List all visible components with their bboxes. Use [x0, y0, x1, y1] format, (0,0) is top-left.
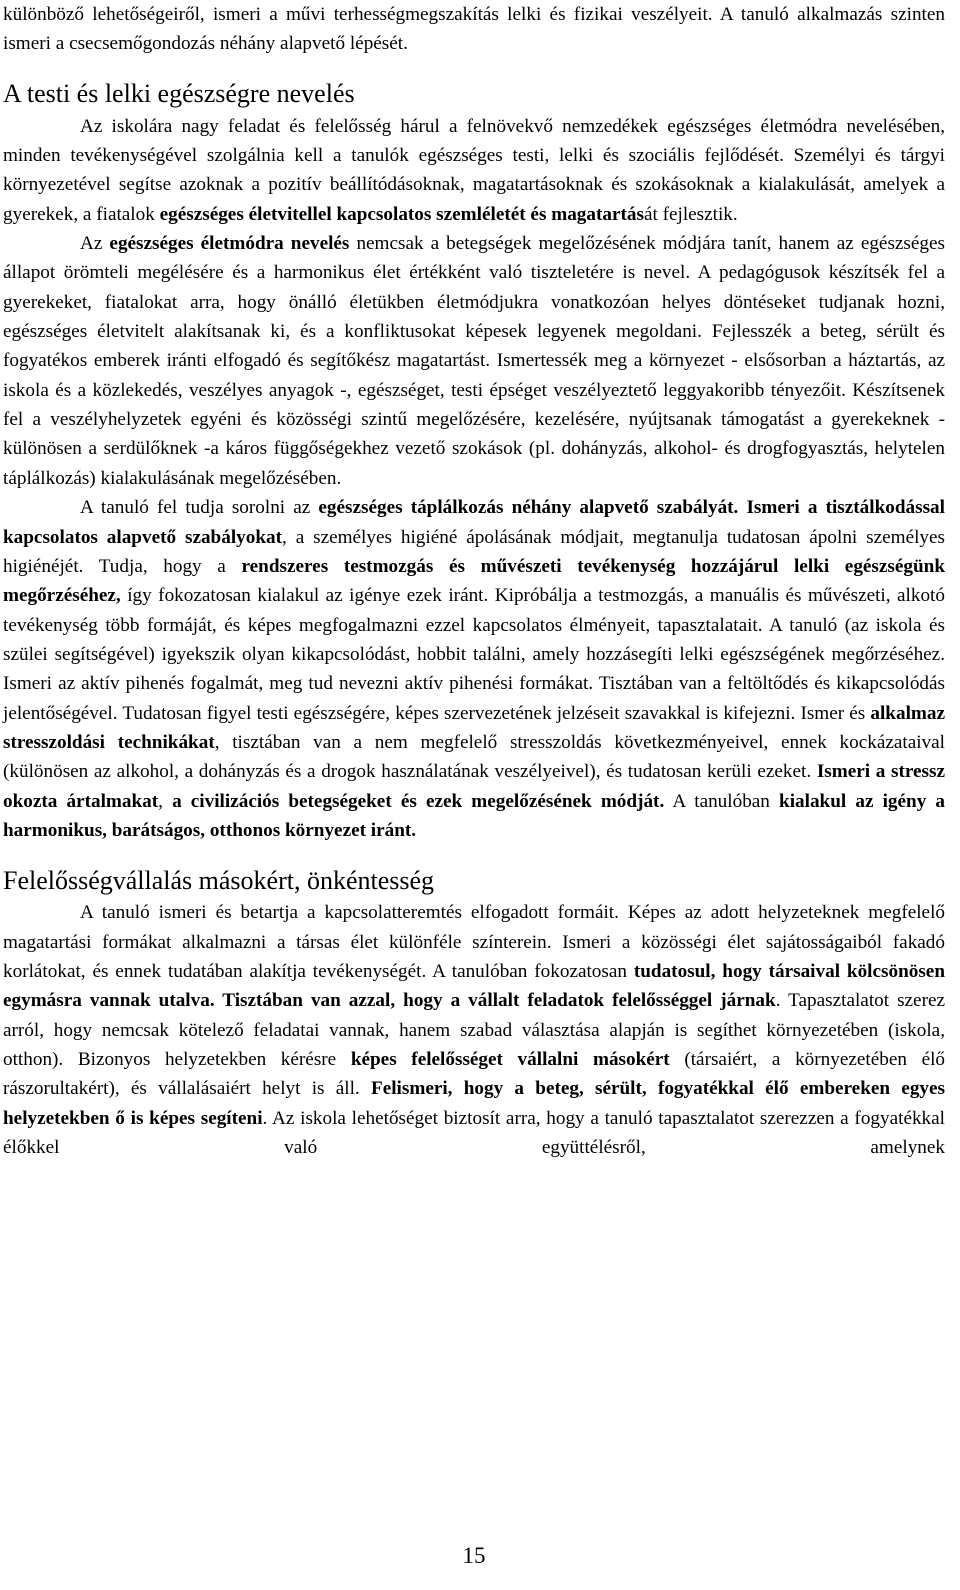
paragraph-school-responsibility — [3, 112, 945, 229]
text-run: így fokozatosan kialakul az igénye ezek iránt. Kipróbálja a testmozgás, a manuális és művészeti, alkotó tevékenység több formáját, és képes megfogalmazni ezzel kapcsolatos élményeit, tapasztalatait. A tanuló (az iskola és szülei segítségével) igyekszik olyan kikapcsolódást, hobbit találni, amely hozzásegíti lelki egészségének megőrzéséhez. Ismeri az aktív pihenés fogalmát, meg tud nevezni aktív pihenési formákat. Tisztában van a feltöltődés és kikapcsolódás jelentőségével. Tudatosan figyel testi egészségére, képes szervezetének jelzéseit szavakkal is kifejezni. Ismer és — [3, 585, 945, 724]
bold-run: egészséges életmódra nevelés — [109, 233, 350, 255]
text-run: Az iskolára nagy feladat és felelősség hárul a felnövekvő nemzedékek egészséges életmódra nevelésében, minden tevékenységével szolgálnia kell a tanulók egészséges testi, lelki és szociális fejlődését. Személyi és tárgyi környezetével segítse azoknak a pozitív beállítódásoknak, magatartásoknak és szokásoknak a kialakulását, amelyek a gyerekek, a fiatalok — [3, 115, 945, 225]
intro-paragraph: különböző lehetőségeiről, ismeri a művi terhességmegszakítás lelki és fizikai veszélyeit. A tanuló alkalmazás szinten ismeri a csecsemőgondozás néhány alapvető lépését. — [3, 4, 945, 55]
paragraph-nutrition-hygiene — [3, 493, 945, 845]
bold-run: Ismeri a stressz okozta ártalmakat — [3, 761, 946, 812]
text-run: , a személyes higiéné ápolásának módjait, megtanulja tudatosan ápolni személyes higiénéjét. Tudja, hogy a — [3, 526, 946, 577]
text-run: , — [158, 790, 173, 812]
bold-run: egészséges táplálkozás néhány alapvető szabályát. Ismeri a tisztálkodással kapcsolatos alapvető szabályokat — [3, 497, 945, 548]
text-run: (társaiért, a környezetében élő rászorultakért), és vállalásaiért helyt is áll. — [3, 1049, 946, 1100]
text-run: . Tapasztalatot szerez arról, hogy nemcsak kötelező feladatai vannak, hanem szabad választása alapján is segíthet környezetében (iskola, otthon). Bizonyos helyzetekben kérésre — [3, 990, 945, 1070]
paragraph-social-relations — [3, 898, 945, 1162]
bold-run: Felismeri, hogy a beteg, sérült, fogyatékkal élő embereken egyes helyzetekben ő is képes segíteni — [3, 1078, 945, 1129]
section-heading-responsibility-volunteering: Felelősségvállalás másokért, önkéntesség — [3, 866, 435, 896]
text-run: A tanulóban — [664, 790, 780, 812]
text-run: A tanuló fel tudja sorolni az — [80, 497, 319, 519]
bold-run: rendszeres testmozgás és művészeti tevékenység hozzájárul lelki egészségünk megőrzéséhez, — [3, 555, 946, 607]
bold-run: alkalmaz stresszoldási technikákat — [3, 702, 945, 753]
text-run: , tisztában van a nem megfelelő stresszoldás következményeivel, ennek kockázataival (különösen az alkohol, a dohányzás és a drogok használatának veszélyeivel), és tudatosan kerüli ezeket. — [3, 731, 945, 783]
text-run: át fejlesztik. — [643, 203, 738, 225]
bold-run: kialakul az igény a harmonikus, barátságos, otthonos környezet iránt. — [3, 790, 946, 841]
bold-run: képes felelősséget vállalni másokért — [350, 1049, 670, 1070]
bold-run: egészséges életvitellel kapcsolatos szemléletét és magatartás — [159, 203, 644, 225]
text-run: Az — [80, 233, 110, 255]
text-run: A tanuló ismeri és betartja a kapcsolatteremtés elfogadott formáit. Képes az adott helyzeteknek megfelelő magatartási formákat alkalmazni a társas élet különféle színterein. Ismeri a közösségi élet sajátosságaiból fakadó korlátokat, és ennek tudatában alakítja tevékenységét. A tanulóban fokozatosan — [3, 902, 945, 982]
bold-run: a civilizációs betegségeket és ezek megelőzésének módját. — [172, 790, 665, 812]
section-heading-health-education: A testi és lelki egészségre nevelés — [3, 78, 355, 108]
text-run: nemcsak a betegségek megelőzésének módjára tanít, hanem az egészséges állapot örömteli megélésére és a harmonikus élet értékként való tiszteletére is nevel. A pedagógusok készítsék fel a gyerekeket, fiatalokat arra, hogy önálló életükben életmódjukra vonatkozóan helyes döntéseket tudjanak hozni, egészséges életvitelt alakítsanak ki, és a konfliktusokat képesek legyenek megoldani. Fejlesszék a beteg, sérült és fogyatékos emberek iránti elfogadó és segítőkész magatartást. Ismertessék meg a környezet - elsősorban a háztartás, az iskola és a közlekedés, veszélyes anyagok -, egészséget, testi épséget veszélyeztető leggyakoribb tényezőit. Készítsenek fel a veszélyhelyzetek egyéni és közösségi szintű megelőzésére, kezelésére, nyújtsanak támogatást a gyerekeknek - különösen a serdülőknek -a káros függőségekhez vezető szokások (pl. dohányzás, alkohol- és drogfogyasztás, helytelen táplálkozás) kialakulásának megelőzésében. — [3, 233, 945, 489]
paragraph-healthy-lifestyle — [3, 229, 945, 493]
bold-run: tudatosul, hogy társaival kölcsönösen egymásra vannak utalva. Tisztában van azzal, hogy a vállalt feladatok felelősséggel járnak — [3, 960, 945, 1012]
text-run: . Az iskola lehetőséget biztosít arra, hogy a tanuló tapasztalatot szerezzen a fogyatékkal élőkkel való együttélésről, amelynek — [3, 1107, 945, 1159]
page-number: 15 — [462, 1543, 486, 1568]
document-page — [3, 0, 945, 1162]
